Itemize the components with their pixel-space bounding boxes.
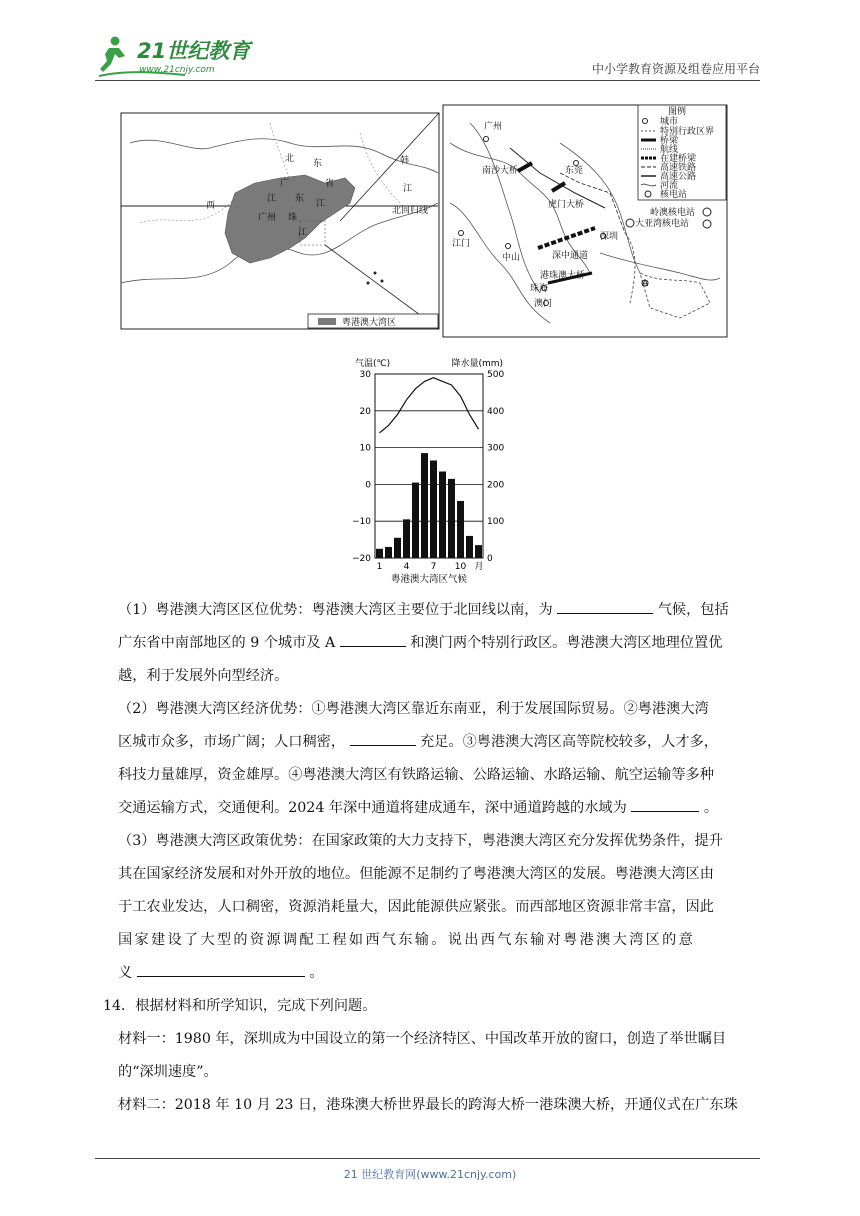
precip-tick-label: 400 <box>487 406 505 417</box>
footer-text: 21 世纪教育网(www.21cnjy.com) <box>343 1168 517 1181</box>
map-label: 省 <box>325 179 335 189</box>
legend-item: 核电站 <box>660 190 688 200</box>
question-body <box>118 594 763 990</box>
x-axis-label: 月 <box>474 562 484 572</box>
question-13-part-3-cont: 国家建设了大型的资源调配工程如西气东输。说出西气东输对粤港澳大湾区的意 <box>118 932 696 948</box>
legend-item: 特别行政区界 <box>660 127 715 137</box>
temp-axis-label: 气温(℃) <box>355 359 391 369</box>
temp-tick-label: −10 <box>352 517 371 528</box>
city-label: 虎门大桥 <box>548 200 585 210</box>
precip-tick-label: 300 <box>487 443 505 454</box>
map-label: 江 <box>316 199 326 209</box>
precip-bar <box>430 460 437 558</box>
material-2: 材料二：2018 年 10 月 23 日，港珠澳大桥世界最长的跨海大桥一港珠澳大桥，开通仪式在广东珠 <box>118 1097 738 1113</box>
plot-frame <box>375 374 483 558</box>
precip-bar <box>376 549 383 558</box>
question-13-part-2: （2）粤港澳大湾区经济优势：①粤港澳大湾区靠近东南亚，利于发展国际贸易。②粤港澳大湾 <box>118 701 709 717</box>
page-header <box>95 30 760 80</box>
map-label: 韩 <box>400 156 410 166</box>
question-13-part-3: （3）粤港澳大湾区政策优势：在国家政策的大力支持下，粤港澳大湾区充分发挥优势条件，提升 <box>118 833 723 849</box>
map-label: 广州 <box>258 213 277 223</box>
header-divider <box>95 80 760 81</box>
city-label: 珠海 <box>530 284 549 294</box>
footer-divider <box>95 1158 760 1159</box>
plant-label: 岭澳核电站 <box>650 208 696 218</box>
temp-tick-label: 10 <box>359 443 371 454</box>
month-tick-label: 7 <box>430 562 437 572</box>
month-tick-label: 4 <box>403 562 410 572</box>
legend-item: 高速铁路 <box>660 163 697 173</box>
location-maps <box>120 103 730 339</box>
plant-label: 大亚湾核电站 <box>635 219 690 229</box>
temp-tick-label: −20 <box>352 554 371 564</box>
city-label: 东莞 <box>565 166 584 176</box>
answer-blank[interactable] <box>350 731 416 746</box>
map-label: 广 <box>280 179 290 189</box>
bay-area-detail-map <box>443 105 727 337</box>
site-logo <box>95 32 265 78</box>
map-label: 北回归线 <box>392 206 429 216</box>
material-1: 材料一：1980 年，深圳成为中国设立的第一个经济特区、中国改革开放的窗口，创造了举世瞩目 <box>118 1031 727 1047</box>
precip-bar <box>448 479 455 558</box>
question-13-part-1: （1）粤港澳大湾区区位优势：粤港澳大湾区主要位于北回线以南，为 气候，包括 <box>118 594 763 627</box>
month-tick-label: 10 <box>454 562 467 572</box>
chart-title: 粤港澳大湾区气候 <box>390 574 468 585</box>
question-13-part-2-end: 交通运输方式，交通便利。2024 年深中通道将建成通车，深中通道跨越的水域为 。 <box>118 792 763 825</box>
precip-bar <box>394 538 401 558</box>
legend-item: 高速公路 <box>660 172 697 182</box>
question-13-part-3-cont: 于工农业发达，人口稠密，资源消耗量大，因此能源供应紧张。而西部地区资源非常丰富，因此 <box>118 899 714 915</box>
legend-item: 河流 <box>660 181 679 191</box>
answer-blank[interactable] <box>631 797 699 812</box>
material-1-cont: 的“深圳速度”。 <box>118 1064 218 1080</box>
temperature-line <box>380 378 479 433</box>
map-label: 江 <box>298 228 308 238</box>
precip-bar <box>457 501 464 558</box>
precip-bar <box>412 483 419 558</box>
city-label: 深中通道 <box>552 251 589 261</box>
precip-bar <box>466 536 473 558</box>
city-label: A <box>642 279 649 289</box>
city-label: 南沙大桥 <box>482 166 519 176</box>
question-13-part-1-end: 越，利于发展外向型经济。 <box>118 668 289 684</box>
precip-bar <box>385 547 392 558</box>
map-label: 东 <box>313 159 323 169</box>
answer-blank[interactable] <box>137 962 305 977</box>
city-label: 广州 <box>484 122 503 132</box>
city-label: 澳门 <box>534 299 553 309</box>
map-legend-label: 粤港澳大湾区 <box>342 318 397 328</box>
map-label: 珠 <box>288 213 298 223</box>
logo-title: 21世纪教育 <box>137 39 251 63</box>
precip-bar <box>439 472 446 558</box>
map-label: 江 <box>267 194 277 204</box>
temp-tick-label: 30 <box>359 370 371 380</box>
logo-url: www.21cnjy.com <box>139 65 215 75</box>
precip-bar <box>421 453 428 558</box>
question-14-materials <box>118 1023 763 1122</box>
map-label: 北 <box>285 154 295 164</box>
map-label: 西 <box>206 201 216 211</box>
temp-tick-label: 0 <box>365 480 371 491</box>
question-14 <box>103 990 763 1023</box>
city-label: 江门 <box>452 239 471 249</box>
legend-item: 城市 <box>660 117 679 127</box>
precip-tick-label: 200 <box>487 480 505 491</box>
city-label: 港珠澳大桥 <box>540 271 586 281</box>
question-13-part-2-cont: 区城市众多，市场广阔；人口稠密， 充足。③粤港澳大湾区高等院校较多，人才多， <box>118 726 763 759</box>
month-tick-label: 1 <box>376 562 383 572</box>
question-13-part-2-cont: 科技力量雄厚，资金雄厚。④粤港澳大湾区有铁路运输、公路运输、水路运输、航空运输等多种 <box>118 767 714 783</box>
map-label: 江 <box>403 184 413 194</box>
temp-tick-label: 20 <box>359 406 371 417</box>
guangdong-map <box>121 113 439 329</box>
precip-tick-label: 0 <box>487 554 493 564</box>
question-14-title: 14．根据材料和所学知识，完成下列问题。 <box>103 998 377 1014</box>
question-13-part-3-cont: 其在国家经济发展和对外开放的地位。但能源不足制约了粤港澳大湾区的发展。粤港澳大湾区由 <box>118 866 714 882</box>
precip-axis-label: 降水量(mm) <box>451 359 503 369</box>
answer-blank[interactable] <box>340 632 406 647</box>
question-13-part-3-end: 义 。 <box>118 957 763 990</box>
map-label: 东 <box>295 194 305 204</box>
legend-item: 在建桥梁 <box>660 154 697 164</box>
legend-item: 桥梁 <box>660 136 679 146</box>
precip-bar <box>475 545 482 558</box>
precip-tick-label: 500 <box>487 370 505 380</box>
city-label: 中山 <box>502 253 521 263</box>
question-13-part-1-cont: 广东省中南部地区的 9 个城市及 A 和澳门两个特别行政区。粤港澳大湾区地理位置优 <box>118 627 763 660</box>
answer-blank[interactable] <box>557 599 653 614</box>
climate-chart <box>345 352 515 590</box>
legend-title: 图例 <box>668 107 687 117</box>
precip-bar <box>403 519 410 558</box>
city-label: 深圳 <box>600 232 619 242</box>
header-platform-name: 中小学教育资源及组卷应用平台 <box>591 62 760 76</box>
legend-item: 航线 <box>660 145 679 155</box>
precip-tick-label: 100 <box>487 517 505 528</box>
